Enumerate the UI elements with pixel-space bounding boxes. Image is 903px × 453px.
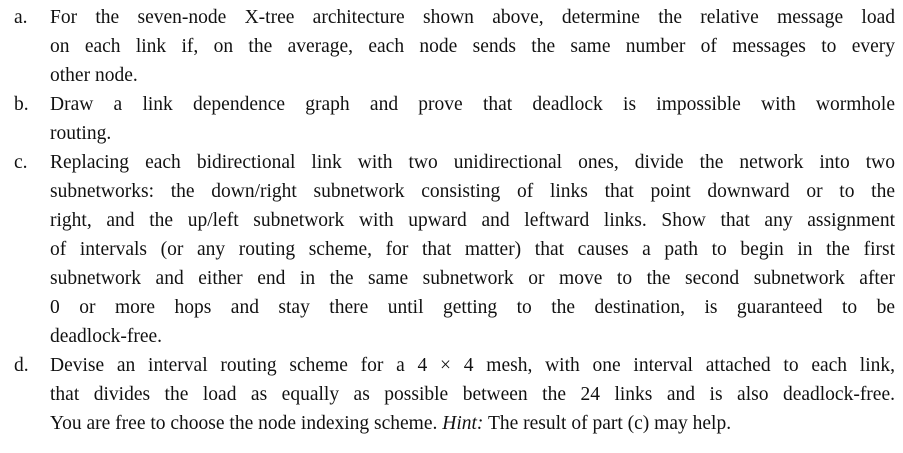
text-line: subnetwork and either end in the same subnetwork or move to the second subnetwork after [50,268,895,289]
text-line: deadlock-free. [50,326,163,347]
problem-item-d [0,351,903,438]
hint-text: The result of part (c) may help. [487,413,732,434]
text-segment: You are free to choose the node indexing scheme. [50,413,438,434]
text-line: Replacing each bidirectional link with two unidirectional ones, divide the network into two [50,152,895,173]
text-line: Draw a link dependence graph and prove that deadlock is impossible with wormhole [50,94,895,115]
problem-item-a [0,3,903,90]
text-line: other node. [50,65,138,86]
text-line: on each link if, on the average, each node sends the same number of messages to every [50,36,895,57]
item-text-b [50,90,895,148]
problem-list [0,3,903,438]
text-line: 0 or more hops and stay there until getting to the destination, is guaranteed to be [50,297,895,318]
text-line-with-hint [50,409,895,438]
text-line: of intervals (or any routing scheme, for that matter) that causes a path to begin in the first [50,239,895,260]
item-marker-d: d. [14,355,29,376]
text-line: routing. [50,123,112,144]
text-line: Devise an interval routing scheme for a 4 × 4 mesh, with one interval attached to each link, [50,355,895,376]
problem-item-b [0,90,903,148]
text-line: For the seven-node X-tree architecture shown above, determine the relative message load [50,7,895,28]
item-marker-b: b. [14,94,29,115]
item-text-a [50,3,895,90]
item-marker-a: a. [14,7,28,28]
hint-label: Hint: [442,413,484,434]
item-marker-c: c. [14,152,28,173]
problem-item-c [0,148,903,351]
text-line: that divides the load as equally as possible between the 24 links and is also deadlock-free. [50,384,895,405]
text-line: right, and the up/left subnetwork with upward and leftward links. Show that any assignment [50,210,895,231]
item-text-d [50,351,895,438]
item-text-c [50,148,895,351]
text-line: subnetworks: the down/right subnetwork consisting of links that point downward or to the [50,181,895,202]
